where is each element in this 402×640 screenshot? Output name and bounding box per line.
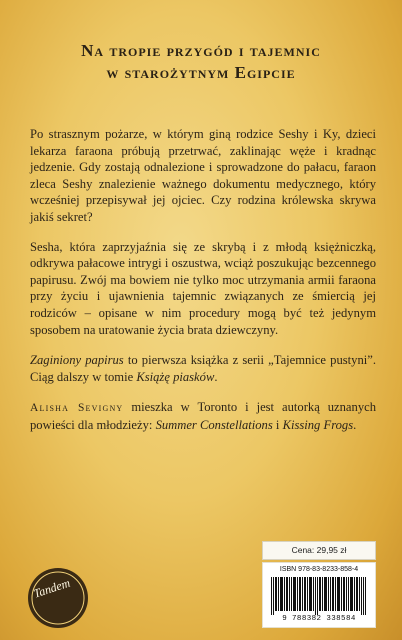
blurb-paragraph-1: Po strasznym pożarze, w którym giną rodzice Seshy i Ky, dzieci lekarza faraona próbują przetrwać, zaklinając węże i kradnąc jedzenie. Gdy zostają odnalezione i sprowadzone do pałacu, faraon zleca Seshy znalezienie ważnego dokumentu medycznego, który wcześniej przepisywał jej ojciec. Czy rodzina królewska skrywa jakiś sekret? xyxy=(30,127,376,224)
isbn-label: ISBN 978-83-8233-858-4 xyxy=(279,566,359,573)
blurb xyxy=(30,126,376,446)
next-book-title: Książę piasków xyxy=(136,369,215,384)
author-book-1: Summer Constellations xyxy=(155,417,273,432)
logo-text: Tandem xyxy=(31,575,72,601)
headline-line-2: w starożytnym Egipcie xyxy=(106,63,296,82)
series-text: to pierwsza książka z serii „Tajemnice pustyni”. Ciąg dalszy w tomie xyxy=(30,353,376,384)
author-bio: mieszka w Toronto i jest autorką uznanych powieści dla młodzieży: xyxy=(30,400,377,432)
cover-headline xyxy=(40,40,362,84)
barcode-digits: 9 788382 338584 xyxy=(282,615,356,623)
author-book-2: Kissing Frogs xyxy=(282,417,354,432)
tandem-logo xyxy=(24,564,92,632)
author-and: i xyxy=(272,417,283,432)
price-sticker: Cena: 29,95 zł xyxy=(262,541,376,560)
barcode-icon xyxy=(271,577,367,615)
book-title: Zaginiony papirus xyxy=(30,353,124,368)
series-paragraph xyxy=(30,352,376,385)
barcode-box xyxy=(262,562,376,628)
series-end: . xyxy=(214,369,218,384)
author-name: Alisha Sevigny xyxy=(30,402,124,415)
headline-line-1: Na tropie przygód i tajemnic xyxy=(81,41,321,60)
blurb-paragraph-2: Sesha, która zaprzyjaźnia się ze skrybą i z młodą księżniczką, odkrywa pałacowe intrygi i oszustwa, wciąż poszukując bezcennego papirusu. Zwój ma bowiem nie tylko moc utrzymania armii faraona przy życiu i ujawnienia tajemnic związanych ze śmiercią jej rodziców – opisane w nim procedury mogą być też jedynym sposobem na uratowanie życia brata dziewczyny. xyxy=(30,239,376,337)
author-end: . xyxy=(353,417,357,432)
author-paragraph xyxy=(30,399,376,433)
